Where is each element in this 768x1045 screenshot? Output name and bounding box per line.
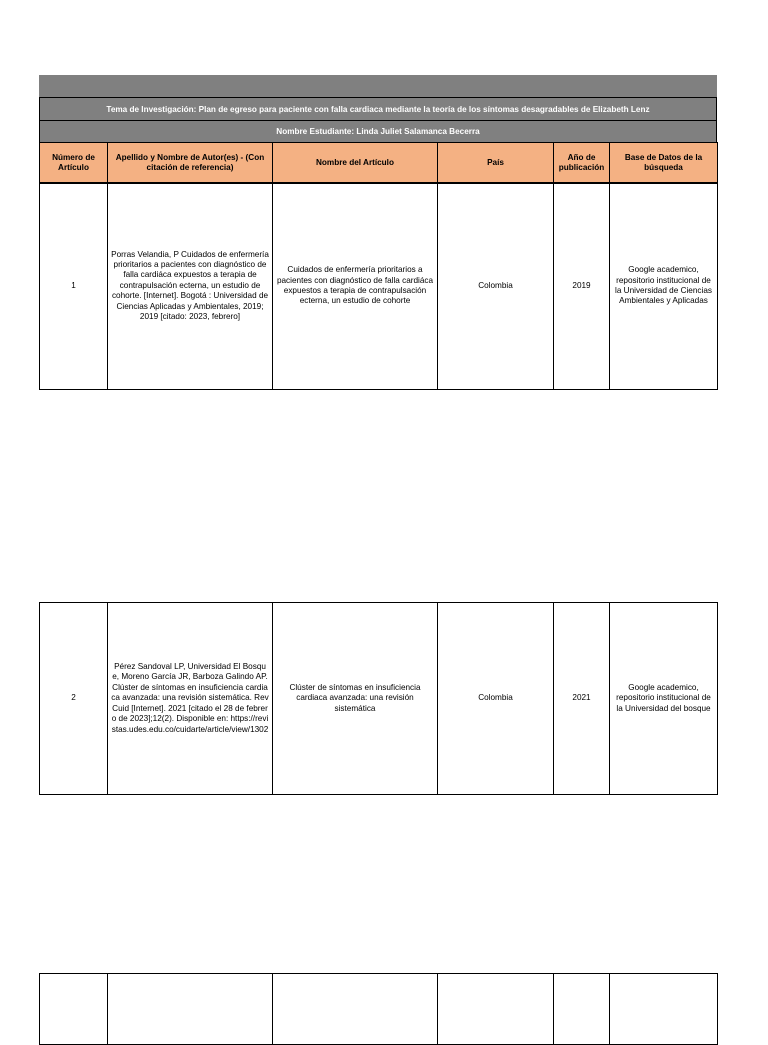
cell-numero: 1 <box>40 183 108 390</box>
cell-autor: Pérez Sandoval LP, Universidad El Bosque, Moreno García JR, Barboza Galindo AP. Clúster de síntomas en insuficiencia cardiaca avanzada: una revisión sistemática. Rev Cuid [Internet]. 2021 [citado el 28 de febrero de 2023];12(2). Disponible en: https://revistas.udes.edu.co/cuidarte/article/view/1302 <box>108 603 273 795</box>
cell-anio <box>554 974 610 1045</box>
article-table-2 <box>39 602 718 795</box>
cell-pais: Colombia <box>438 183 554 390</box>
cell-articulo <box>273 974 438 1045</box>
research-topic-title: Tema de Investigación: Plan de egreso para paciente con falla cardiaca mediante la teoría de los síntomas desagradables de Elizabeth Lenz <box>39 97 717 121</box>
header-autor: Apellido y Nombre de Autor(es) - (Con citación de referencia) <box>108 143 273 184</box>
student-name: Nombre Estudiante: Linda Juliet Salamanca Becerra <box>39 121 717 142</box>
header-row <box>40 143 718 184</box>
cell-base <box>610 974 718 1045</box>
header-base: Base de Datos de la búsqueda <box>610 143 718 184</box>
table-row <box>40 974 718 1045</box>
article-table-1 <box>39 182 718 390</box>
header-anio: Año de publicación <box>554 143 610 184</box>
top-gray-band <box>39 75 717 97</box>
cell-base: Google academico, repositorio institucional de la Universidad del bosque <box>610 603 718 795</box>
article-table-3 <box>39 973 718 1045</box>
cell-base: Google academico, repositorio institucional de la Universidad de Ciencias Ambientales y Aplicadas <box>610 183 718 390</box>
cell-numero: 2 <box>40 603 108 795</box>
cell-articulo: Clúster de síntomas en insuficiencia cardiaca avanzada: una revisión sistemática <box>273 603 438 795</box>
cell-pais: Colombia <box>438 603 554 795</box>
cell-autor <box>108 974 273 1045</box>
cell-anio: 2021 <box>554 603 610 795</box>
cell-pais <box>438 974 554 1045</box>
header-pais: País <box>438 143 554 184</box>
cell-numero <box>40 974 108 1045</box>
table-header <box>39 142 718 184</box>
table-row <box>40 603 718 795</box>
cell-autor: Porras Velandia, P Cuidados de enfermería prioritarios a pacientes con diagnóstico de falla cardiáca expuestos a terapia de contrapulsación ecterna, un estudio de cohorte. [Internet]. Bogotá : Universidad de Ciencias Aplicadas y Ambientales, 2019; 2019 [citado: 2023, febrero] <box>108 183 273 390</box>
cell-articulo: Cuidados de enfermería prioritarios a pacientes con diagnóstico de falla cardiáca expuestos a terapia de contrapulsación ecterna, un estudio de cohorte <box>273 183 438 390</box>
header-numero: Número de Artículo <box>40 143 108 184</box>
cell-anio: 2019 <box>554 183 610 390</box>
table-row <box>40 183 718 390</box>
header-articulo: Nombre del Artículo <box>273 143 438 184</box>
